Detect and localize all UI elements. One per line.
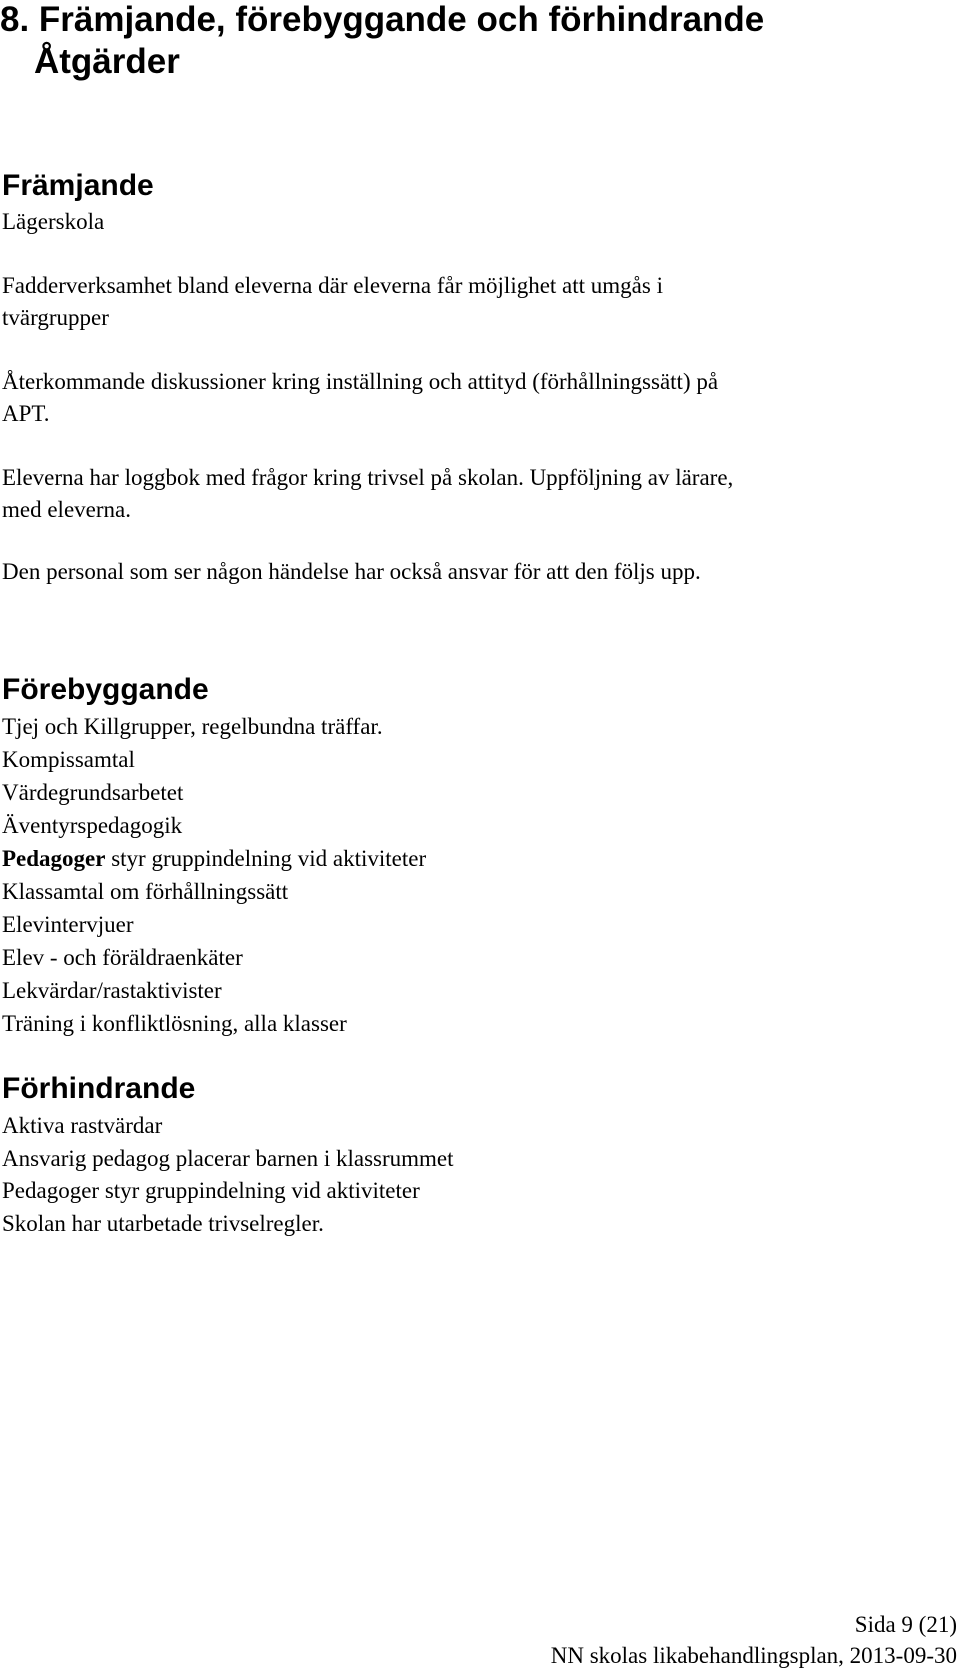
page-heading-line1: 8. Främjande, förebyggande och förhindrande: [0, 0, 765, 39]
framjande-text-2a: Fadderverksamhet bland eleverna där eleverna får möjlighet att umgås i: [2, 273, 663, 298]
forhindrande-item: Pedagoger styr gruppindelning vid aktiviteter: [2, 1178, 420, 1203]
page-heading-line2: Åtgärder: [34, 42, 180, 81]
framjande-text-1: Lägerskola: [2, 209, 105, 234]
forebyggande-item: Träning i konfliktlösning, alla klasser: [2, 1011, 347, 1036]
forhindrande-item: Ansvarig pedagog placerar barnen i klassrummet: [2, 1146, 454, 1171]
bold-term: Pedagoger: [2, 846, 106, 871]
framjande-text-3a: Återkommande diskussioner kring inställning och attityd (förhållningssätt) på: [2, 369, 719, 394]
document-footer: NN skolas likabehandlingsplan, 2013-09-30: [550, 1643, 957, 1668]
framjande-text-2b: tvärgrupper: [2, 305, 109, 330]
forebyggande-item: Tjej och Killgrupper, regelbundna träffar.: [2, 714, 383, 739]
item-rest: styr gruppindelning vid aktiviteter: [105, 846, 427, 871]
framjande-text-4b: med eleverna.: [2, 497, 131, 522]
forebyggande-item: Klassamtal om förhållningssätt: [2, 879, 289, 904]
forebyggande-item: Värdegrundsarbetet: [2, 780, 184, 805]
forhindrande-item: Aktiva rastvärdar: [2, 1113, 163, 1138]
forebyggande-item: Lekvärdar/rastaktivister: [2, 978, 222, 1003]
page-number: Sida 9 (21): [854, 1612, 957, 1637]
section-title-forebyggande: Förebyggande: [2, 673, 209, 706]
forebyggande-item: Äventyrspedagogik: [2, 813, 183, 838]
forebyggande-item: Elev - och föräldraenkäter: [2, 945, 243, 970]
forebyggande-item: Kompissamtal: [2, 747, 135, 772]
framjande-text-4a: Eleverna har loggbok med frågor kring trivsel på skolan. Uppföljning av lärare,: [2, 465, 734, 490]
forebyggande-item-pedagoger: [2, 843, 426, 875]
section-title-framjande: Främjande: [2, 169, 154, 202]
forebyggande-item: Elevintervjuer: [2, 912, 134, 937]
framjande-text-5: Den personal som ser någon händelse har också ansvar för att den följs upp.: [2, 559, 701, 584]
forhindrande-item: Skolan har utarbetade trivselregler.: [2, 1211, 324, 1236]
section-title-forhindrande: Förhindrande: [2, 1072, 196, 1105]
framjande-text-3b: APT.: [2, 401, 50, 426]
